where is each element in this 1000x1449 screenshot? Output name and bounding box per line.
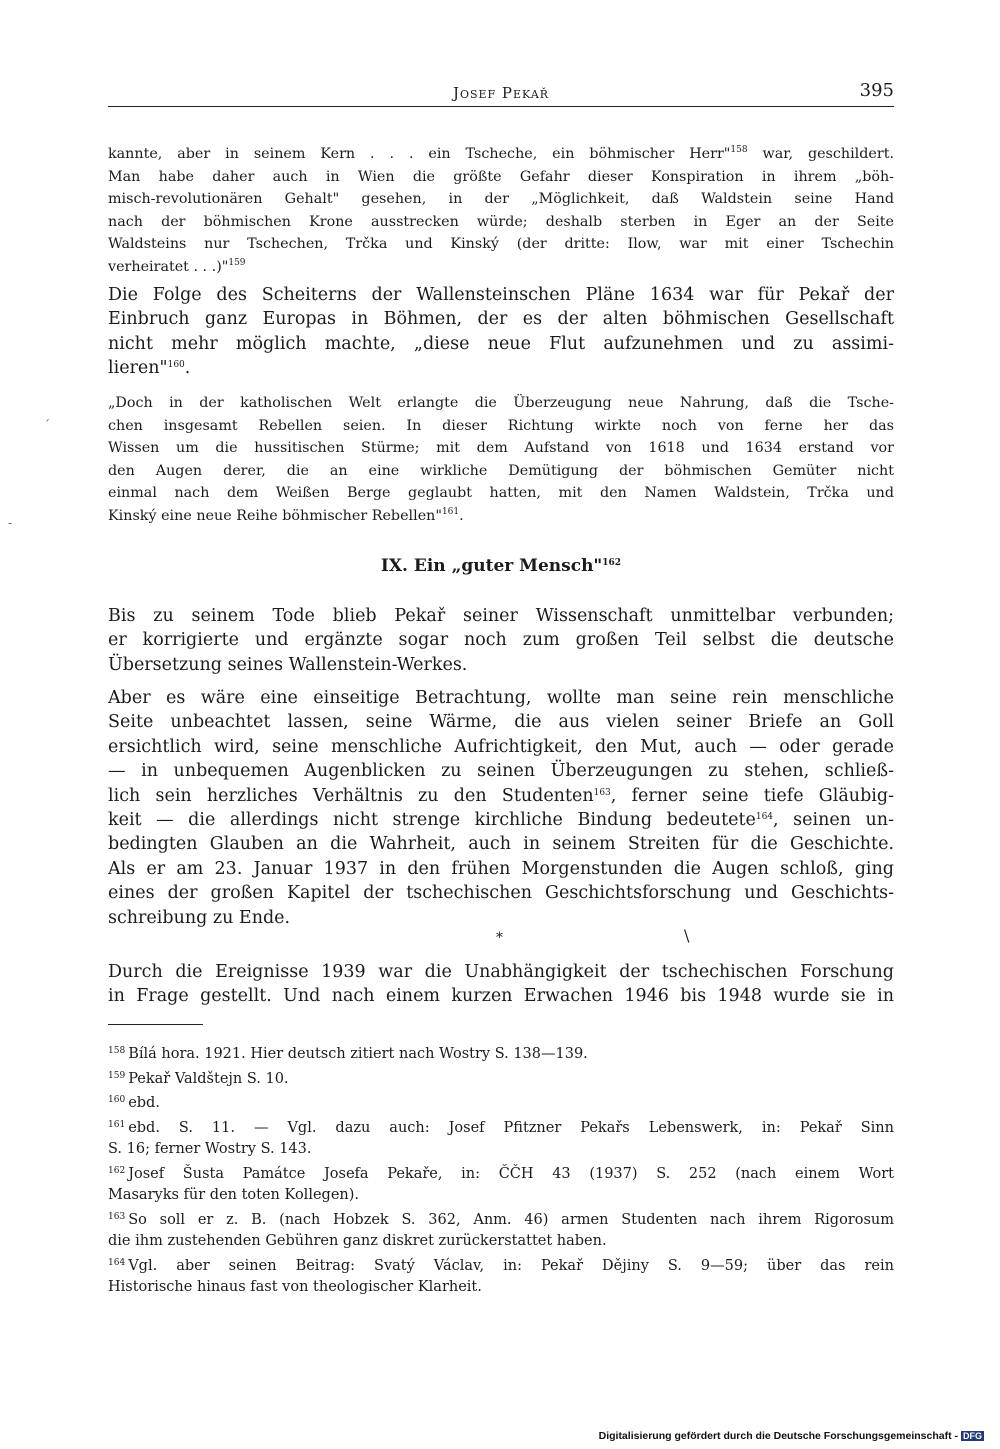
paragraph-line: Aber es wäre eine einseitige Betrachtung, wollte man seine rein menschliche: [108, 688, 894, 708]
quote-line: Kinský eine neue Reihe böhmischer Rebellen"$^{161}$.: [108, 506, 464, 524]
quote-line: Man habe daher auch in Wien die größte Gefahr dieser Konspiration in ihrem „böh-: [108, 168, 894, 185]
footnote-ref[interactable]: 159: [228, 257, 246, 268]
footnote: $^{163}$ So soll er z. B. (nach Hobzek S. 362, Anm. 46) armen Studenten nach ihrem Rigorosum: [108, 1211, 894, 1228]
footnote-ref[interactable]: 160: [167, 360, 185, 371]
margin-mark: -: [8, 516, 13, 530]
quote-line: nach der böhmischen Krone ausstrecken würde; deshalb sterben in Eger an der Seite: [108, 213, 894, 230]
footnotes: [108, 1041, 894, 1299]
quote-line: Waldsteins nur Tschechen, Trčka und Kinský (der dritte: Ilow, war mit einer Tschechin: [108, 236, 894, 253]
footnote-ref[interactable]: 164: [755, 812, 774, 823]
footnote-continuation: Masaryks für den toten Kollegen).: [108, 1187, 360, 1203]
paragraph-line: Übersetzung seines Wallenstein-Werkes.: [108, 654, 468, 675]
paragraph-line: Die Folge des Scheiterns der Wallensteinschen Pläne 1634 war für Pekař der: [108, 285, 894, 305]
footnote-separator: [108, 1024, 203, 1025]
footnote-ref[interactable]: 162: [602, 558, 622, 568]
quote-line: den Augen derer, die an eine wirkliche Demütigung der böhmischen Gemüter nicht: [108, 462, 894, 479]
block-quote: [108, 392, 894, 528]
paragraph-line: — in unbequemen Augenblicken zu seinen Überzeugungen zu stehen, schließ-: [108, 761, 894, 782]
header-title: Josef Pekař: [452, 84, 550, 102]
footnote-ref[interactable]: 161: [441, 506, 460, 517]
paragraph-line: lieren"$^{160}$.: [108, 358, 191, 379]
paragraph-line: Seite unbeachtet lassen, seine Wärme, die aus vielen seiner Briefe an Goll: [108, 712, 894, 733]
paragraph-line: bedingten Glauben an die Wahrheit, auch in seinem Streiten für die Geschichte.: [108, 834, 894, 855]
footnote-ref[interactable]: 158: [730, 145, 748, 155]
dfg-logo: DFG: [963, 1431, 982, 1441]
paragraph-line: ersichtlich wird, seine menschliche Aufrichtigkeit, den Mut, auch — oder gerade: [108, 736, 894, 757]
digitization-credit: Digitalisierung gefördert durch die Deutsche Forschungsgemeinschaft - DFG: [598, 1430, 982, 1442]
footnote: $^{160}$ ebd.: [108, 1095, 160, 1111]
paragraph-line: er korrigierte und ergänzte sogar noch zum großen Teil selbst die deutsche: [108, 630, 894, 651]
footnote: $^{162}$ Josef Šusta Památce Josefa Pekaře, in: ČČH 43 (1937) S. 252 (nach einem Wort: [108, 1165, 894, 1182]
paragraph-line: schreibung zu Ende.: [108, 907, 291, 928]
paragraph-line: nicht mehr möglich machte, „diese neue Flut aufzunehmen und zu assimi-: [108, 333, 894, 354]
paragraph: [108, 604, 894, 677]
quote-line: „Doch in der katholischen Welt erlangte die Überzeugung neue Nahrung, daß die Tsche-: [108, 395, 894, 411]
quote-line: Wissen um die hussitischen Stürme; mit dem Aufstand von 1618 und 1634 erstand vor: [108, 440, 894, 457]
paragraph-line: in Frage gestellt. Und nach einem kurzen Erwachen 1946 bis 1948 wurde sie in: [108, 986, 894, 1007]
paragraph-line: keit — die allerdings nicht strenge kirchliche Bindung bedeutete$^{164}$, seinen un-: [108, 810, 894, 831]
paragraph: [108, 283, 894, 381]
pencil-mark: \: [684, 926, 690, 945]
quote-continuation: [108, 143, 894, 279]
margin-mark: ´: [44, 418, 50, 432]
running-header: [108, 80, 894, 107]
quote-line: kannte, aber in seinem Kern . . . ein Tscheche, ein böhmischer Herr"$^{158}$ war, geschildert.: [108, 145, 894, 162]
paragraph-line: eines der großen Kapitel der tschechischen Geschichtsforschung und Geschichts-: [108, 883, 894, 904]
footnote-ref[interactable]: 163: [593, 787, 611, 798]
quote-line: verheiratet . . .)"$^{159}$: [108, 257, 246, 275]
footnote-continuation: S. 16; ferner Wostry S. 143.: [108, 1141, 312, 1157]
footnote: $^{164}$ Vgl. aber seinen Beitrag: Svatý Václav, in: Pekař Dějiny S. 9—59; über das rein: [108, 1257, 894, 1274]
quote-line: misch-revolutionären Gehalt" gesehen, in der „Möglichkeit, daß Waldstein seine Hand: [108, 191, 894, 208]
paragraph: [108, 960, 894, 1009]
paragraph-line: Durch die Ereignisse 1939 war die Unabhängigkeit der tschechischen Forschung: [108, 962, 894, 982]
footnote: $^{161}$ ebd. S. 11. — Vgl. dazu auch: Josef Pfitzner Pekařs Lebenswerk, in: Pekař Sinn: [108, 1119, 894, 1136]
paragraph-line: Als er am 23. Januar 1937 in den frühen Morgenstunden die Augen schloß, ging: [108, 858, 894, 879]
paragraph-line: Einbruch ganz Europas in Böhmen, der es der alten böhmischen Gesellschaft: [108, 309, 894, 330]
footnote-continuation: Historische hinaus fast von theologischer Klarheit.: [108, 1279, 482, 1295]
footnote: $^{159}$ Pekař Valdštejn S. 10.: [108, 1070, 289, 1087]
paragraph: [108, 686, 894, 930]
paragraph-line: lich sein herzliches Verhältnis zu den Studenten$^{163}$, ferner seine tiefe Gläubig-: [108, 785, 894, 806]
quote-line: einmal nach dem Weißen Berge geglaubt hatten, mit den Namen Waldstein, Trčka und: [108, 485, 894, 502]
footnote-continuation: die ihm zustehenden Gebühren ganz diskret zurückerstattet haben.: [108, 1233, 607, 1249]
page-number: 395: [859, 80, 894, 101]
quote-line: chen insgesamt Rebellen seien. In dieser Richtung wirkte noch von ferne her das: [108, 417, 894, 434]
footnote: $^{158}$ Bílá hora. 1921. Hier deutsch zitiert nach Wostry S. 138—139.: [108, 1046, 588, 1062]
paragraph-line: Bis zu seinem Tode blieb Pekař seiner Wissenschaft unmittelbar verbunden;: [108, 606, 894, 626]
section-divider-asterisk: *: [496, 930, 503, 946]
section-heading: IX. Ein „guter Mensch"$^{162}$: [380, 556, 622, 576]
